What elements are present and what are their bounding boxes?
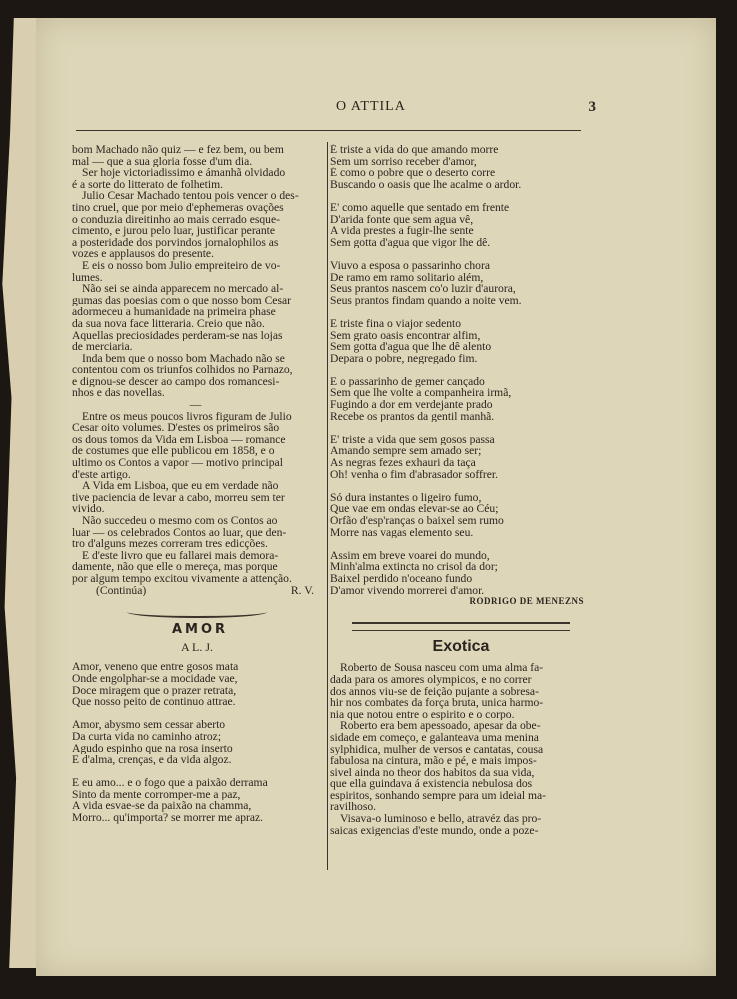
verse-line: Que nosso peito de continuo attrae. xyxy=(72,696,236,708)
verse-line: Amor, abysmo sem cessar aberto xyxy=(72,719,226,731)
verse-line: Sem gotta d'agua que vigor lhe dê. xyxy=(330,236,491,249)
text-line: ravilhoso. xyxy=(330,801,377,814)
text-line: nhos e das novellas. xyxy=(72,387,165,400)
verse-line: Da curta vida no caminho atroz; xyxy=(72,730,222,743)
text-line: espiritos, sonhando sempre para um ideial ma- xyxy=(330,789,547,802)
text-line: Visava-o luminoso e bello, atravéz das pro- xyxy=(340,813,542,825)
stanza-gap xyxy=(330,538,592,550)
verse-line: Recebe os prantos da gentil manhã. xyxy=(330,410,495,423)
text-line: é a sorte do litterato de folhetim. xyxy=(72,178,223,191)
section-dash: — xyxy=(189,399,205,411)
stanza-gap xyxy=(72,766,322,778)
verse-line: E d'alma, crenças, e da vida algoz. xyxy=(72,754,232,766)
right-column xyxy=(330,144,592,836)
stanza-gap xyxy=(330,248,592,260)
poem-signature: RODRIGO DE MENEZNS xyxy=(469,596,584,607)
text-line: sivel ainda no theor dos habitos da sua vida, xyxy=(330,766,535,779)
text-line: sylphidica, mulher de versos e cantatas, cousa xyxy=(330,743,544,756)
poem-title: AMOR xyxy=(172,622,229,638)
verse-line: A vida esvae-se da paixão na chamma, xyxy=(72,800,252,813)
newspaper-title: O ATTILA xyxy=(336,99,406,114)
verse-line: Minh'alma extincta no crisol da dor; xyxy=(330,561,498,573)
text-line: fabulosa na cintura, mão e pé, e mais impos- xyxy=(330,755,537,767)
text-line: contentou com os triunfos colhidos no Parnazo, xyxy=(72,364,293,376)
text-line: bom Machado não quiz — e fez bem, ou bem xyxy=(72,144,284,156)
text-line: saicas exigencias d'este mundo, onde a poze- xyxy=(330,824,539,837)
text-line: ultimo os Contos a vapor — motivo principal xyxy=(72,457,283,469)
verse-line: Morro... qu'importa? se morrer me apraz. xyxy=(72,812,264,824)
text-line: por algum tempo excitou vivamente a attenção. xyxy=(72,572,292,585)
text-line: hir nos combates da força bruta, unica harmo- xyxy=(330,697,544,709)
stanza-gap xyxy=(330,306,592,318)
poem-dedication: A L. J. xyxy=(180,639,213,654)
text-line: a posteridade dos porvindos jornalophilos as xyxy=(72,236,279,249)
verse-line: Doce miragem que o prazer retrata, xyxy=(72,684,237,697)
text-line: Inda bem que o nosso bom Machado não se xyxy=(82,352,285,365)
left-column xyxy=(72,144,322,824)
article-exotica xyxy=(330,662,592,836)
verse-line: E o passarinho de gemer cançado xyxy=(330,375,485,388)
text-line: o conduzia direitinho ao mais cerrado esque- xyxy=(72,213,280,226)
text-line: sidade em começo, e galanteava uma menina xyxy=(330,731,539,744)
verse-line: E' como aquelle que sentado em frente xyxy=(330,201,510,214)
continua-label: (Continúa) xyxy=(96,584,147,597)
verse-line: A vida prestes a fugir-lhe sente xyxy=(330,225,474,237)
text-line: vozes e applausos do presente. xyxy=(72,248,214,260)
verse-line: E eu amo... e o fogo que a paixão derrama xyxy=(72,777,268,789)
text-line: da sua nova face litteraria. Creio que não. xyxy=(72,317,265,330)
article-text xyxy=(72,144,322,585)
verse-line: Depara o pobre, negregado fim. xyxy=(330,352,478,365)
text-line: damente, não que elle o mereça, mas porque xyxy=(72,561,278,573)
verse-line: Morre nas vagas elemento seu. xyxy=(330,526,474,539)
verse-line: Assim em breve voarei do mundo, xyxy=(330,549,490,562)
header-rule xyxy=(76,130,581,131)
text-line: mal — que a sua gloria fosse d'um dia. xyxy=(72,155,253,168)
verse-line: Sem um sorriso receber d'amor, xyxy=(330,155,477,168)
text-line: lumes. xyxy=(72,271,103,284)
text-line: adormeceu a humanidade na primeira phase xyxy=(72,306,276,318)
verse-line: Amando sempre sem amado ser; xyxy=(330,445,482,458)
text-line: Roberto era bem apessoado, apesar da obe- xyxy=(340,720,541,732)
verse-line: Buscando o oasis que lhe acalme o ardor. xyxy=(330,178,522,191)
verse-line: Sinto da mente corromper-me a paz, xyxy=(72,788,241,801)
verse-line: Seus prantos nascem co'o luzir d'aurora, xyxy=(330,283,516,295)
continua-line xyxy=(72,585,322,597)
text-line: cimento, e jurou pelo luar, justificar perante xyxy=(72,225,275,237)
text-line: que ella guindava á existencia nebulosa dos xyxy=(330,778,533,790)
text-line: vivido. xyxy=(72,503,105,515)
verse-line: É como o pobre que o deserto corre xyxy=(330,167,496,179)
text-line: d'este artigo. xyxy=(72,468,131,481)
section-rule xyxy=(352,622,570,631)
verse-line: Que vae em ondas elevar-se ao Céu; xyxy=(330,503,499,515)
text-line: Não succedeu o mesmo com os Contos ao xyxy=(82,515,278,527)
text-line: tino cruel, que por meio d'ephemeras ovações xyxy=(72,201,284,214)
stanza-gap xyxy=(330,480,592,492)
ornament-wave xyxy=(127,606,267,618)
text-line: Entre os meus poucos livros figuram de Julio xyxy=(82,410,292,423)
text-line: dos annos viu-se de feição pujante a sobresa- xyxy=(330,685,539,698)
author-initials: R. V. xyxy=(290,584,314,597)
stanza-gap xyxy=(330,422,592,434)
verse-line: Agudo espinho que na rosa inserto xyxy=(72,742,233,755)
verse-line: Fugindo a dor em verdejante prado xyxy=(330,399,493,411)
verse-line: Onde engolphar-se a mocidade vae, xyxy=(72,672,238,685)
stanza-gap xyxy=(330,190,592,202)
column-divider xyxy=(327,142,328,870)
text-line: E eis o nosso bom Julio empreiteiro de vo- xyxy=(82,259,281,272)
text-line: Ser hoje victoriadissimo e ámanhã olvidado xyxy=(82,167,286,179)
text-line: luar — os celebrados Contos ao luar, que den- xyxy=(72,526,287,539)
page-header xyxy=(76,96,596,120)
text-line: de merciaria. xyxy=(72,341,133,353)
verse-line: Amor, veneno que entre gosos mata xyxy=(72,661,239,673)
stanza-gap xyxy=(330,364,592,376)
text-line: Cesar oito volumes. D'estes os primeiros são xyxy=(72,422,280,434)
text-line: tive paciencia de levar a cabo, morreu sem ter xyxy=(72,491,285,504)
verse-line: É triste a vida do que amando morre xyxy=(330,144,499,156)
verse-line: E triste fina o viajor sedento xyxy=(330,317,462,330)
text-line: Não sei se ainda apparecem no mercado al- xyxy=(82,283,284,295)
verse-line: De ramo em ramo solitario além, xyxy=(330,271,484,284)
poem-continuation xyxy=(330,144,592,596)
text-line: Aquellas preciosidades perderam-se nas lojas xyxy=(72,329,283,342)
text-line: gumas das poesias com o que nosso bom Cesar xyxy=(72,294,291,307)
text-line: tro d'alguns mezes correram tres edicções. xyxy=(72,538,268,550)
text-line: nia que notou entre o espirito e o corpo. xyxy=(330,708,515,721)
text-line: de costumes que elle publicou em 1858, e o xyxy=(72,445,275,458)
text-line: E d'este livro que eu fallarei mais demora- xyxy=(82,549,279,562)
verse-line: Oh! venha o fim d'abrasador soffrer. xyxy=(330,468,498,481)
verse-line: D'arida fonte que sem agua vê, xyxy=(330,213,474,226)
text-line: dada para os amores olympicos, e no correr xyxy=(330,673,532,686)
verse-line: Viuvo a esposa o passarinho chora xyxy=(330,259,490,272)
text-line: Roberto de Sousa nasceu com uma alma fa- xyxy=(340,662,544,674)
poem-amor xyxy=(72,661,322,823)
text-line: e dignou-se descer ao campo dos romancesi- xyxy=(72,375,280,388)
text-line: Julio Cesar Machado tentou pois vencer o des- xyxy=(82,190,299,202)
verse-line: E' triste a vida que sem gosos passa xyxy=(330,433,495,446)
verse-line: Sem gotta d'agua que lhe dê alento xyxy=(330,341,492,353)
stanza-gap xyxy=(72,708,322,720)
text-line: os dous tomos da Vida em Lisboa — romance xyxy=(72,433,286,446)
verse-line: Baixel perdido n'oceano fundo xyxy=(330,572,473,585)
verse-line: Só dura instantes o ligeiro fumo, xyxy=(330,491,482,504)
verse-line: Sem que lhe volte a companheira irmã, xyxy=(330,387,512,400)
verse-line: As negras fezes exhauri da taça xyxy=(330,457,476,469)
verse-line: Orfão d'esp'ranças o baixel sem rumo xyxy=(330,515,504,527)
verse-line: Seus prantos findam quando a noite vem. xyxy=(330,294,522,307)
page-number: 3 xyxy=(588,99,596,115)
verse-line: Sem grato oasis encontrar alfim, xyxy=(330,329,481,342)
verse-line: D'amor vivendo morrerei d'amor. xyxy=(330,584,485,597)
text-line: A Vida em Lisboa, que eu em verdade não xyxy=(82,480,279,492)
article-title: Exotica xyxy=(432,637,490,655)
